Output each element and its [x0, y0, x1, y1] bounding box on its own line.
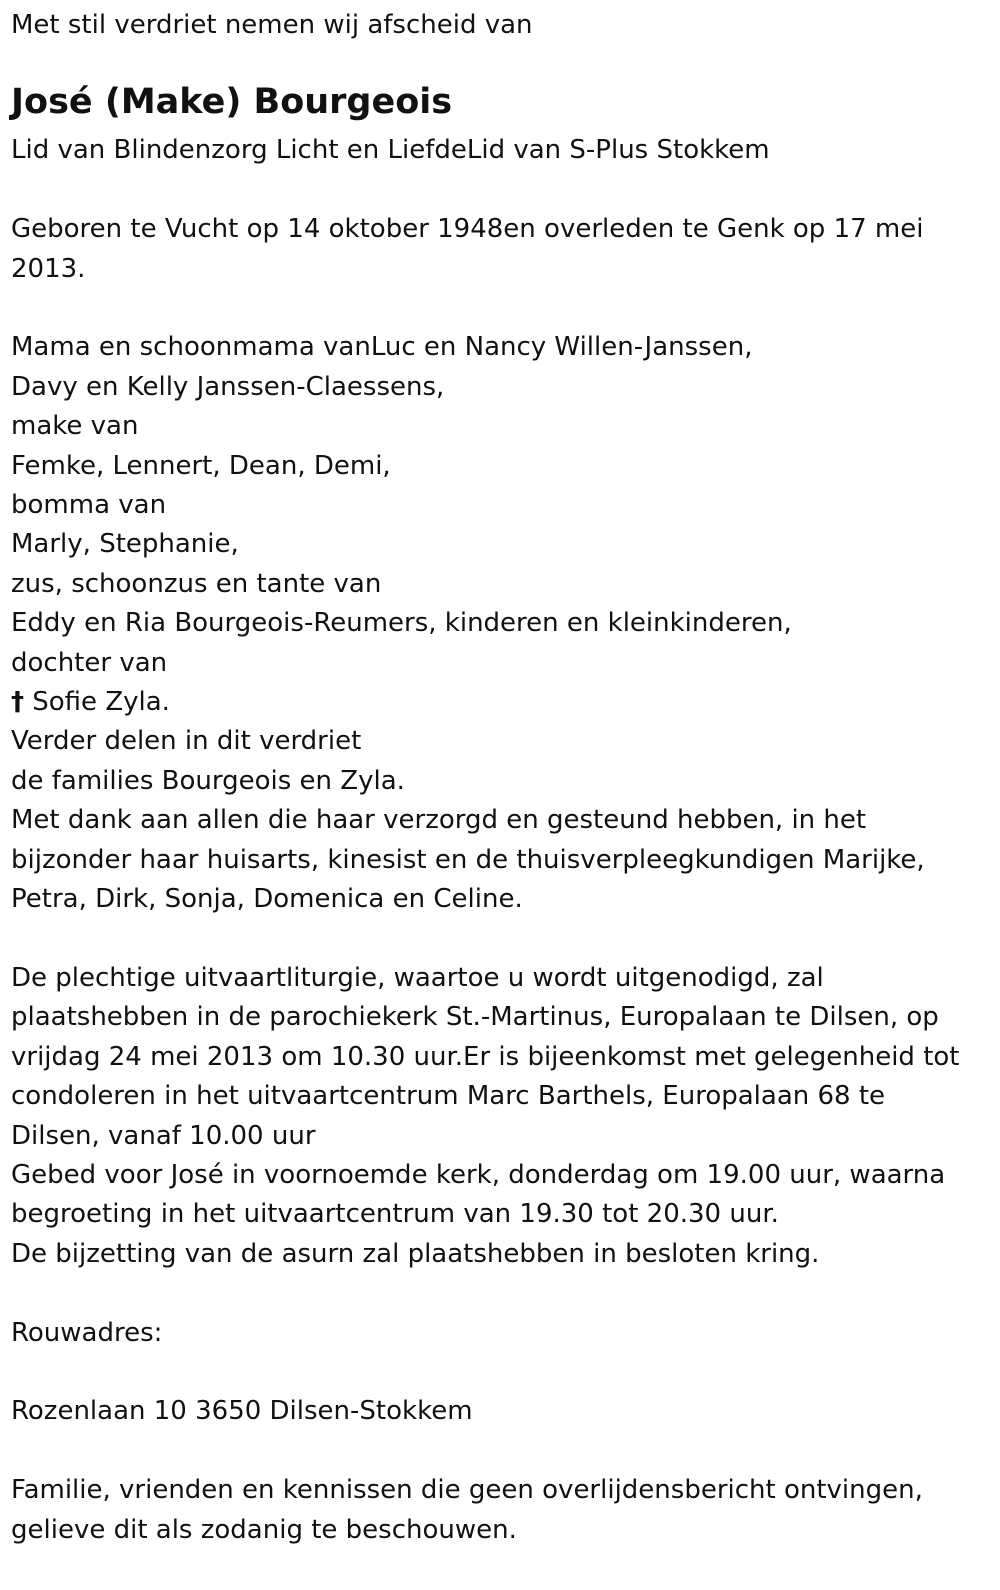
ceremony-line: Gebed voor José in voornoemde kerk, donderdag om 19.00 uur, waarna — [11, 1159, 946, 1190]
deceased-parent-name: Sofie Zyla. — [32, 687, 170, 718]
family-line: zus, schoonzus en tante van — [11, 568, 382, 599]
spacer — [11, 171, 989, 210]
closing-paragraph — [11, 1471, 989, 1550]
birth-line: Geboren te Vucht op 14 oktober 1948en overleden te Genk op 17 mei — [11, 214, 924, 245]
deceased-name: José (Make) Bourgeois — [11, 82, 453, 123]
thanks-line: bijzonder haar huisarts, kinesist en de thuisverpleegkundigen Marijke, — [11, 844, 925, 875]
family-line: Mama en schoonmama vanLuc en Nancy Willen-Janssen, — [11, 332, 753, 363]
birth-death-paragraph — [11, 210, 989, 289]
family-line: de families Bourgeois en Zyla. — [11, 765, 405, 796]
family-line: Femke, Lennert, Dean, Demi, — [11, 450, 391, 481]
ceremony-paragraph — [11, 959, 989, 1274]
ceremony-line: begroeting in het uitvaartcentrum van 19.30 tot 20.30 uur. — [11, 1199, 779, 1230]
ceremony-line: De bijzetting van de asurn zal plaatshebben in besloten kring. — [11, 1238, 820, 1269]
deceased-parent-line — [11, 683, 989, 722]
family-line: Eddy en Ria Bourgeois-Reumers, kinderen en kleinkinderen, — [11, 608, 792, 639]
intro-text: Met stil verdriet nemen wij afscheid van — [11, 10, 533, 40]
spacer — [11, 920, 989, 959]
family-line: Verder delen in dit verdriet — [11, 726, 362, 757]
family-line: Marly, Stephanie, — [11, 529, 239, 560]
spacer — [11, 289, 989, 328]
address-text: Rozenlaan 10 3650 Dilsen-Stokkem — [11, 1396, 473, 1427]
closing-line: Familie, vrienden en kennissen die geen overlijdensbericht ontvingen, — [11, 1475, 923, 1506]
family-line: Davy en Kelly Janssen-Claessens, — [11, 371, 445, 402]
ceremony-line: Dilsen, vanaf 10.00 uur — [11, 1120, 316, 1151]
cross-icon: † — [11, 687, 24, 718]
address-label: Rouwadres: — [11, 1317, 163, 1348]
ceremony-line: vrijdag 24 mei 2013 om 10.30 uur.Er is bijeenkomst met gelegenheid tot — [11, 1041, 960, 1072]
thanks-line: Met dank aan allen die haar verzorgd en gesteund hebben, in het — [11, 805, 867, 836]
spacer — [11, 1353, 989, 1392]
spacer — [11, 1432, 989, 1471]
family-line: bomma van — [11, 490, 167, 521]
family-line: dochter van — [11, 647, 168, 678]
family-line: make van — [11, 411, 139, 442]
ceremony-line: condoleren in het uitvaartcentrum Marc Barthels, Europalaan 68 te — [11, 1081, 886, 1112]
spacer — [11, 1274, 989, 1313]
ceremony-line: plaatshebben in de parochiekerk St.-Martinus, Europalaan te Dilsen, op — [11, 1002, 939, 1033]
membership-text: Lid van Blindenzorg Licht en LiefdeLid van S-Plus Stokkem — [11, 135, 770, 166]
family-paragraph — [11, 328, 989, 919]
closing-line: gelieve dit als zodanig te beschouwen. — [11, 1514, 517, 1545]
birth-line: 2013. — [11, 253, 86, 284]
thanks-line: Petra, Dirk, Sonja, Domenica en Celine. — [11, 884, 523, 915]
ceremony-line: De plechtige uitvaartliturgie, waartoe u wordt uitgenodigd, zal — [11, 962, 824, 993]
